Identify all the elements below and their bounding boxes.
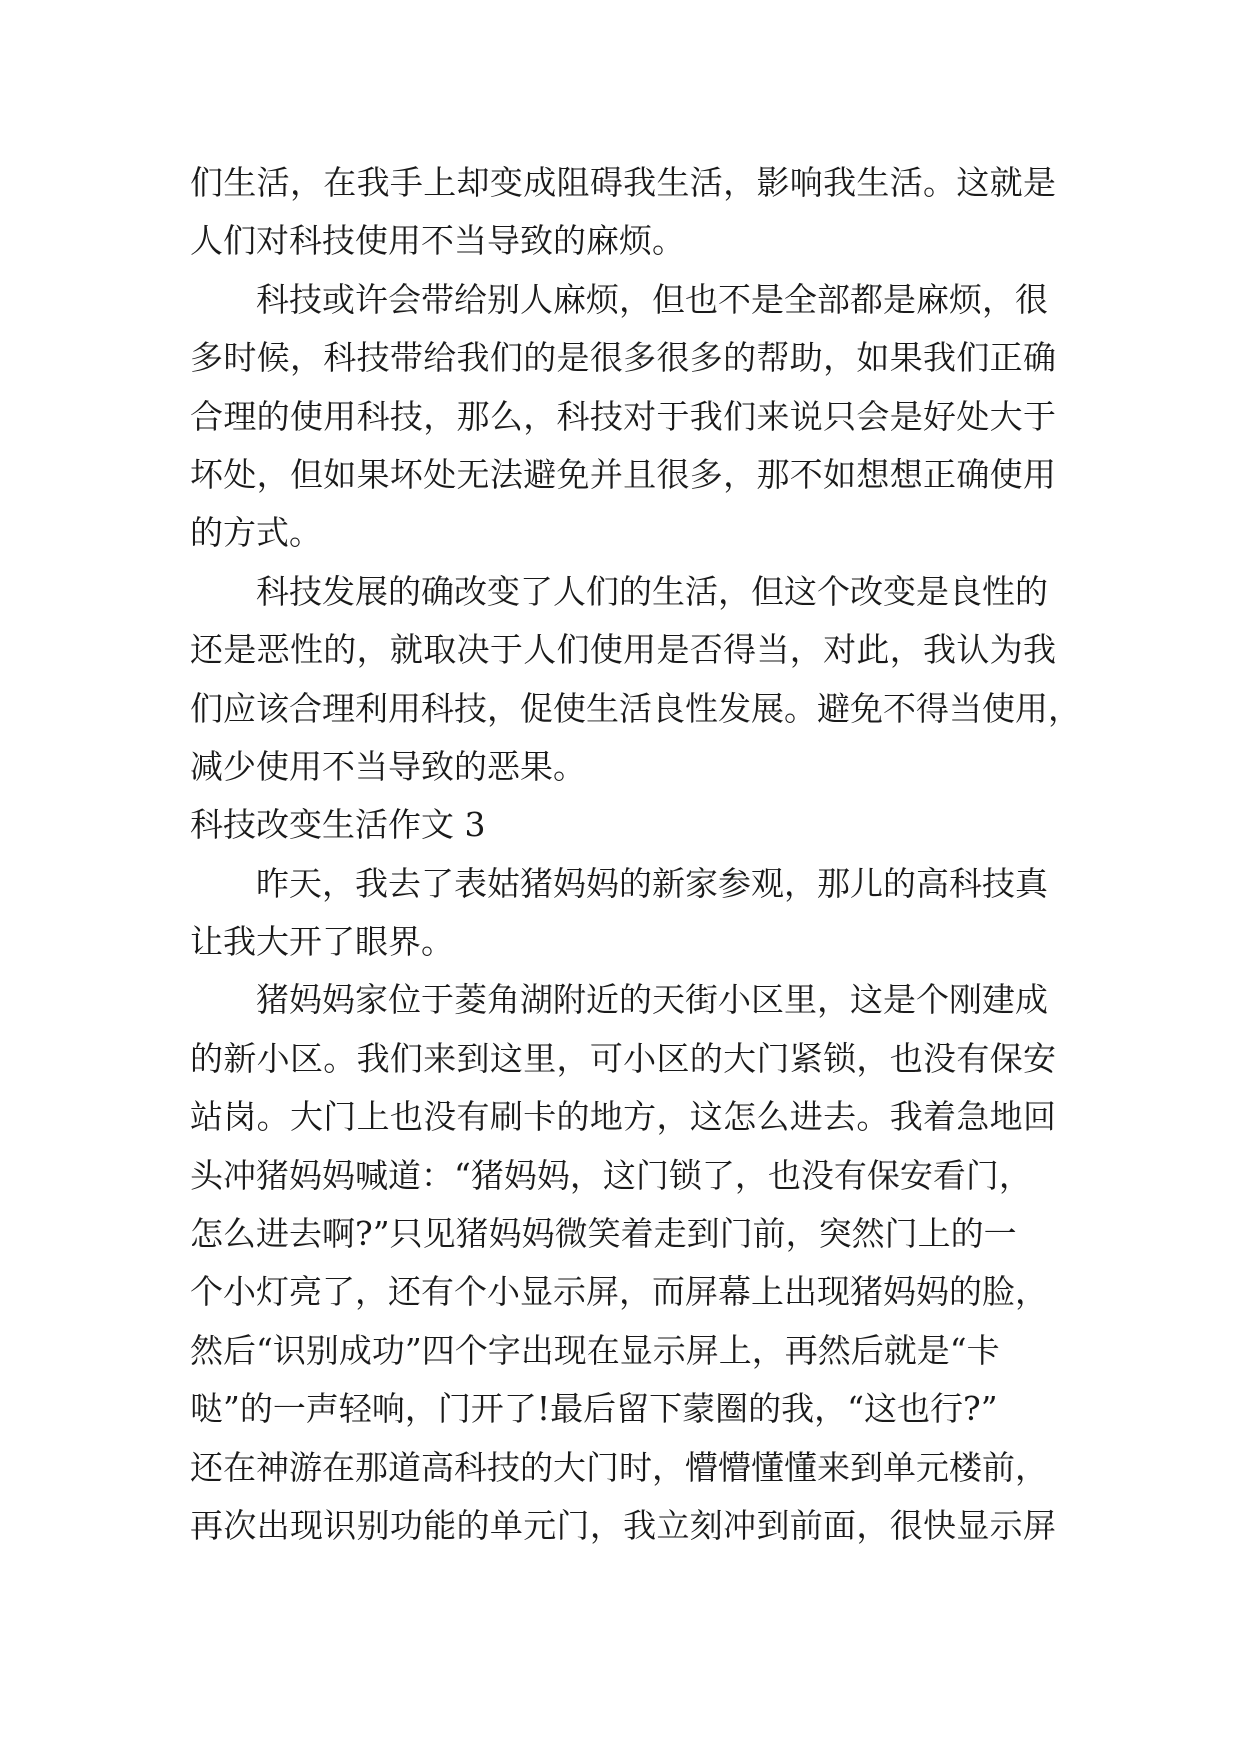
section-heading: 科技改变生活作文 3 [190,805,486,845]
text-line: 个小灯亮了，还有个小显示屏，而屏幕上出现猪妈妈的脸， [190,1272,1048,1312]
text-line: 减少使用不当导致的恶果。 [190,746,586,786]
text-line: 还是恶性的，就取决于人们使用是否得当，对此，我认为我 [190,630,1056,670]
text-line: 的方式。 [190,513,322,553]
text-line: 站岗。大门上也没有刷卡的地方，这怎么进去。我着急地回 [190,1097,1056,1137]
text-line: 们应该合理利用科技，促使生活良性发展。避免不得当使用， [190,688,1081,728]
text-line: 人们对科技使用不当导致的麻烦。 [190,221,685,261]
text-line: 多时候，科技带给我们的是很多很多的帮助，如果我们正确 [190,338,1056,378]
text-line: 头冲猪妈妈喊道：“猪妈妈，这门锁了，也没有保安看门， [190,1155,1032,1195]
text-line: 还在神游在那道高科技的大门时，懵懵懂懂来到单元楼前， [190,1447,1048,1487]
text-line: 再次出现识别功能的单元门，我立刻冲到前面，很快显示屏 [190,1505,1056,1545]
text-line: 然后“识别成功”四个字出现在显示屏上，再然后就是“卡 [190,1330,1000,1370]
text-line: 哒”的一声轻响，门开了!最后留下蒙圈的我，“这也行?” [190,1389,998,1429]
text-line: 的新小区。我们来到这里，可小区的大门紧锁，也没有保安 [190,1038,1056,1078]
text-line: 坏处，但如果坏处无法避免并且很多，那不如想想正确使用 [190,454,1056,494]
text-line: 们生活，在我手上却变成阻碍我生活，影响我生活。这就是 [190,163,1056,202]
paragraph-start-line: 科技或许会带给别人麻烦，但也不是全部都是麻烦，很 [256,279,1048,319]
text-line: 怎么进去啊?”只见猪妈妈微笑着走到门前，突然门上的一 [190,1214,1017,1254]
document-body [190,154,1081,1555]
text-line: 合理的使用科技，那么，科技对于我们来说只会是好处大于 [190,396,1056,436]
paragraph-start-line: 猪妈妈家位于菱角湖附近的天街小区里，这是个刚建成 [256,980,1048,1020]
paragraph-start-line: 科技发展的确改变了人们的生活，但这个改变是良性的 [256,571,1048,611]
text-line: 让我大开了眼界。 [190,922,454,962]
paragraph-start-line: 昨天，我去了表姑猪妈妈的新家参观，那儿的高科技真 [256,863,1048,903]
